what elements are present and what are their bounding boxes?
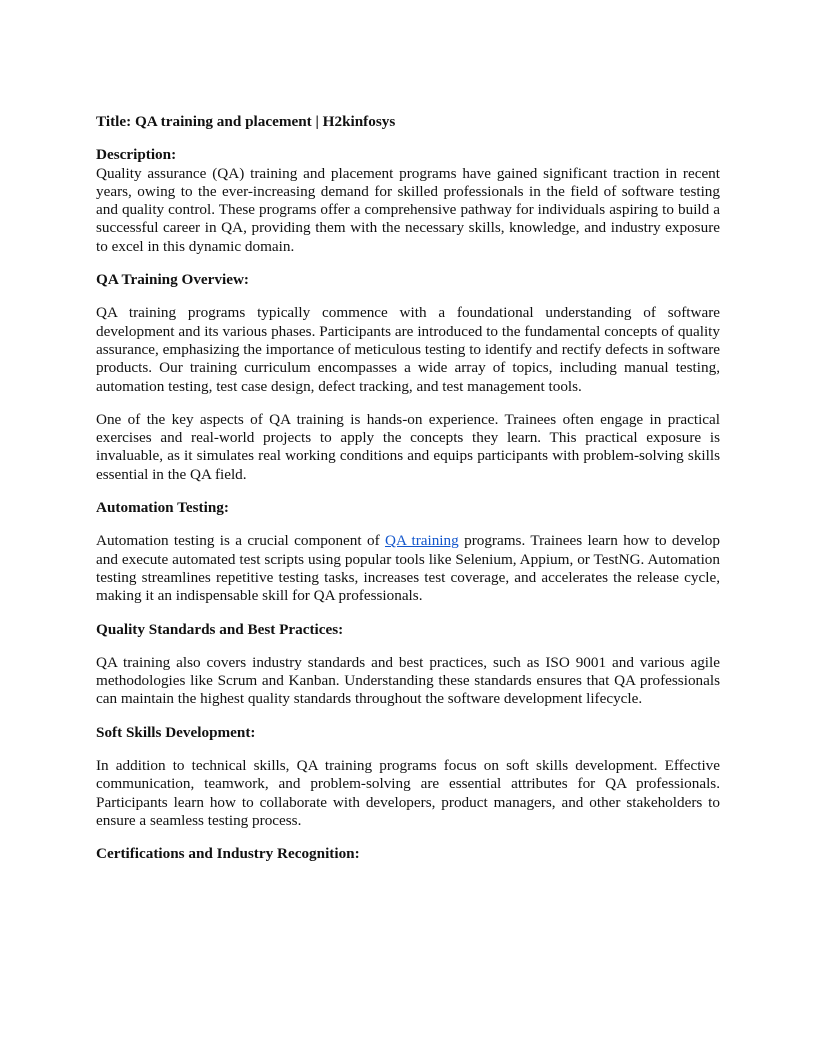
- section-heading-quality-standards: Quality Standards and Best Practices:: [96, 620, 344, 638]
- automation-text-after-link: programs. Trainees learn how to develop and execute automated test scripts using popular tools like Selenium, Appium, or TestNG. Automation testing streamlines repetitive testing tasks, increases test coverage, and accelerates the release cycle, making it an indispensable skill for QA professionals.: [96, 532, 720, 605]
- document-title: Title: QA training and placement | H2kinfosys: [96, 113, 396, 130]
- section-heading-soft-skills: Soft Skills Development:: [96, 723, 256, 741]
- automation-paragraph: [96, 532, 720, 605]
- standards-paragraph: QA training also covers industry standards and best practices, such as ISO 9001 and various agile methodologies like Scrum and Kanban. Understanding these standards ensures that QA professionals can maintain the highest quality standards throughout the software development lifecycle.: [96, 653, 720, 708]
- section-heading-certifications: Certifications and Industry Recognition:: [96, 845, 360, 863]
- document-body: [96, 113, 720, 879]
- overview-paragraph-1: QA training programs typically commence with a foundational understanding of software development and its various phases. Participants are introduced to the fundamental concepts of quality assurance, emphasizing the importance of meticulous testing to identify and rectify defects in software products. Our training curriculum encompasses a wide array of topics, including manual testing, automation testing, test case design, defect tracking, and test management tools.: [96, 304, 720, 395]
- soft-skills-paragraph: In addition to technical skills, QA training programs focus on soft skills development. Effective communication, teamwork, and problem-solving are essential attributes for QA professionals. Participants learn how to collaborate with developers, product managers, and other stakeholders to ensure a seamless testing process.: [96, 757, 720, 829]
- section-heading-qa-training-overview: QA Training Overview:: [96, 271, 249, 289]
- section-heading-automation-testing: Automation Testing:: [96, 499, 229, 517]
- overview-paragraph-2: One of the key aspects of QA training is hands-on experience. Trainees often engage in practical exercises and real-world projects to apply the concepts they learn. This practical exposure is invaluable, as it simulates real working conditions and equips participants with problem-solving skills essential in the QA field.: [96, 410, 720, 483]
- description-label: Description:: [96, 146, 177, 164]
- qa-training-link[interactable]: QA training: [385, 532, 459, 550]
- automation-text-before-link: Automation testing is a crucial component of: [96, 532, 385, 550]
- description-text: Quality assurance (QA) training and placement programs have gained significant traction in recent years, owing to the ever-increasing demand for skilled professionals in the field of software testing and quality control. These programs offer a comprehensive pathway for individuals aspiring to build a successful career in QA, providing them with the necessary skills, knowledge, and industry exposure to excel in this dynamic domain.: [96, 164, 720, 255]
- description-paragraph: [96, 146, 720, 256]
